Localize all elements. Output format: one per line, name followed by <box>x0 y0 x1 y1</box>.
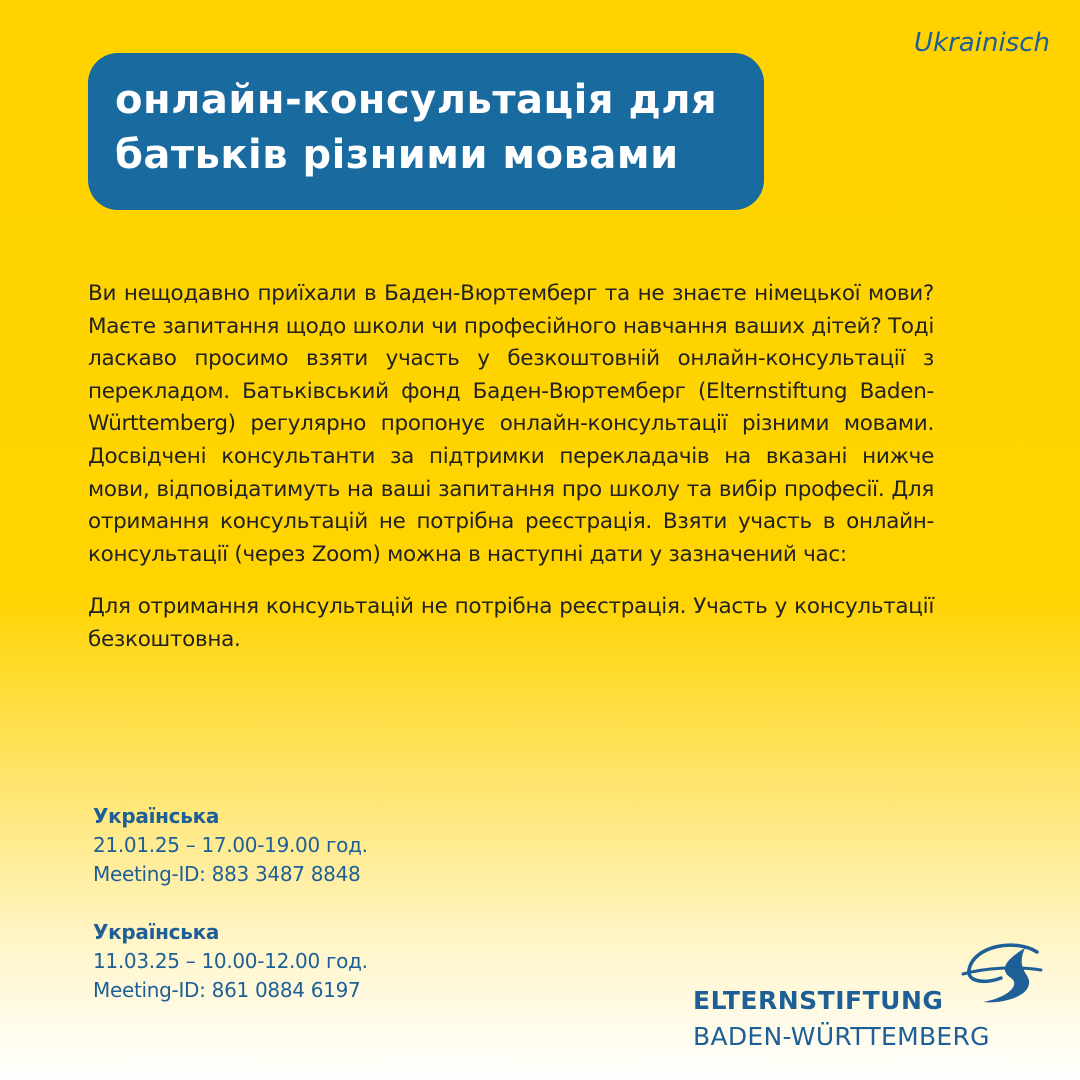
title-line-1: онлайн-консультація для <box>115 77 718 123</box>
es-swoosh-logo-icon <box>955 940 1050 1012</box>
registration-paragraph: Для отримання консультацій не потрібна реєстрація. Участь у консультації безкоштовна. <box>88 594 934 652</box>
schedule-entry <box>93 918 368 1005</box>
schedule-list <box>93 802 368 1005</box>
schedule-datetime: 11.03.25 – 10.00-12.00 год. <box>93 949 368 973</box>
schedule-language: Українська <box>93 804 220 828</box>
schedule-datetime: 21.01.25 – 17.00-19.00 год. <box>93 833 368 857</box>
title-banner <box>88 53 764 210</box>
schedule-entry <box>93 802 368 889</box>
intro-paragraph: Ви нещодавно приїхали в Баден-Вюртемберг та не знаєте німецької мови? Маєте запитання щодо школи чи професійного навчання ваших дітей? Тоді ласкаво просимо взяти участь у безкоштовній онлайн-консультації з перекладом. Батьківський фонд Баден-Вюртемберг (Elternstiftung Baden-Württemberg) регулярно пропонує онлайн-консультації різними мовами. Досвідчені консультанти за підтримки перекладачів на вказані нижче мови, відповідатимуть на ваші запитання про школу та вибір професії. Для отримання консультацій не потрібна реєстрація. Взяти участь в онлайн-консультації (через Zoom) можна в наступні дати у зазначений час: <box>88 281 934 567</box>
logo-line-2: BADEN-WÜRTTEMBERG <box>693 1022 990 1051</box>
logo-line-1: ELTERNSTIFTUNG <box>693 986 944 1015</box>
body-text <box>88 278 934 657</box>
language-tag: Ukrainisch <box>914 28 1050 58</box>
title-line-2: батьків різними мовами <box>115 132 679 178</box>
schedule-meeting-id: Meeting-ID: 861 0884 6197 <box>93 978 361 1002</box>
schedule-language: Українська <box>93 920 220 944</box>
schedule-meeting-id: Meeting-ID: 883 3487 8848 <box>93 862 361 886</box>
elternstiftung-logo <box>693 940 1033 1055</box>
